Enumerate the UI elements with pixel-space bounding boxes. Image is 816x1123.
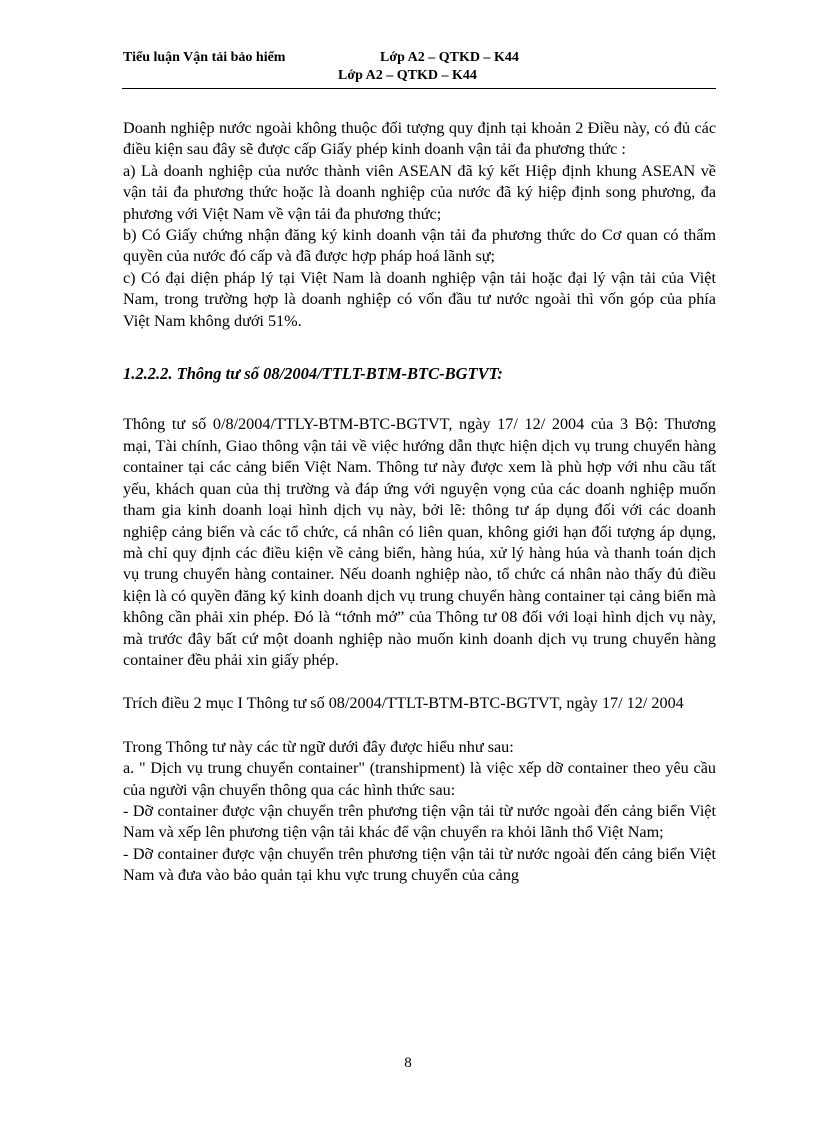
- page-number: 8: [404, 1055, 412, 1071]
- dash-item-2: - Dỡ container được vận chuyển trên phương tiện vận tải từ nước ngoài đến cảng biển Việt Nam và đưa vào bảo quản tại khu vực trung chuyển của cảng: [123, 844, 716, 885]
- document-body: [123, 118, 716, 887]
- paragraph-terms-intro: Trong Thông tư này các từ ngữ dưới đây được hiểu như sau:: [123, 737, 514, 756]
- header-class-label: Lớp A2 – QTKD – K44: [380, 50, 519, 65]
- spacer: [123, 715, 716, 737]
- term-item-a: a. " Dịch vụ trung chuyển container" (transhipment) là việc xếp dỡ container theo yêu cầu của người vận chuyển thông qua các hình thức sau:: [123, 759, 716, 799]
- spacer: [123, 384, 716, 414]
- paragraph-excerpt-title: Trích điều 2 mục I Thông tư số 08/2004/TTLT-BTM-BTC-BGTVT, ngày 17/ 12/ 2004: [123, 694, 684, 713]
- dash-item-1: - Dỡ container được vận chuyển trên phương tiện vận tải từ nước ngoài đến cảng biển Việt Nam và xếp lên phương tiện vận tải khác để vận chuyển ra khỏi lãnh thổ Việt Nam;: [123, 801, 716, 842]
- header-course-title: Tiểu luận Vận tải bảo hiểm: [123, 50, 286, 65]
- paragraph-circular-description: Thông tư số 0/8/2004/TTLY-BTM-BTC-BGTVT, ngày 17/ 12/ 2004 của 3 Bộ: Thương mại, Tài chính, Giao thông vận tải về việc hướng dẫn thực hiện dịch vụ trung chuyển hàng container tại các cảng biển Việt Nam. Thông tư này được xem là phù hợp với nhu cầu tất yếu, khách quan của thị trường và đáp ứng với nguyện vọng của các doanh nghiệp muốn tham gia kinh doanh loại hình dịch vụ này, bởi lẽ: thông tư áp dụng đối với các doanh nghiệp cảng biển và các tổ chức, cá nhân có liên quan, không giới hạn đối tượng áp dụng, mà chỉ quy định các điều kiện về cảng biển, hàng húa, xử lý hàng húa và thanh toán dịch vụ trung chuyển hàng container. Nếu doanh nghiệp nào, tổ chức cá nhân nào thấy đủ điều kiện là có quyền đăng ký kinh doanh dịch vụ trung chuyển hàng container tại cảng biển mà không cần phải xin phép. Đó là “tớnh mở” của Thông tư 08 đối với loại hình dịch vụ này, mà trước đây bất cứ một doanh nghiệp nào muốn kinh doanh dịch vụ trung chuyển hàng container đều phải xin giấy phép.: [123, 415, 716, 669]
- list-item-c: c) Có đại diện pháp lý tại Việt Nam là doanh nghiệp vận tải hoặc đại lý vận tải của Việt Nam, trong trường hợp là doanh nghiệp có vốn đầu tư nước ngoài thì vốn góp của phía Việt Nam không dưới 51%.: [123, 268, 716, 330]
- list-item-b: b) Có Giấy chứng nhận đăng ký kinh doanh vận tải đa phương thức do Cơ quan có thẩm quyền của nước đó cấp và đã được hợp pháp hoá lãnh sự;: [123, 226, 716, 266]
- header-class-label-repeat: Lớp A2 – QTKD – K44: [338, 68, 477, 83]
- paragraph-intro: Doanh nghiệp nước ngoài không thuộc đối tượng quy định tại khoản 2 Điều này, có đủ các điều kiện sau đây sẽ được cấp Giấy phép kinh doanh vận tải đa phương thức :: [123, 119, 716, 159]
- list-item-a: a) Là doanh nghiệp của nước thành viên ASEAN đã ký kết Hiệp định khung ASEAN về vận tải đa phương thức hoặc là doanh nghiệp của nước đã ký hiệp định song phương, đa phương với Việt Nam về vận tải đa phương thức;: [123, 161, 716, 223]
- section-heading: 1.2.2.2. Thông tư số 08/2004/TTLT-BTM-BTC-BGTVT:: [123, 364, 503, 384]
- spacer: [123, 671, 716, 693]
- header-divider: [122, 88, 716, 89]
- spacer: [123, 332, 716, 363]
